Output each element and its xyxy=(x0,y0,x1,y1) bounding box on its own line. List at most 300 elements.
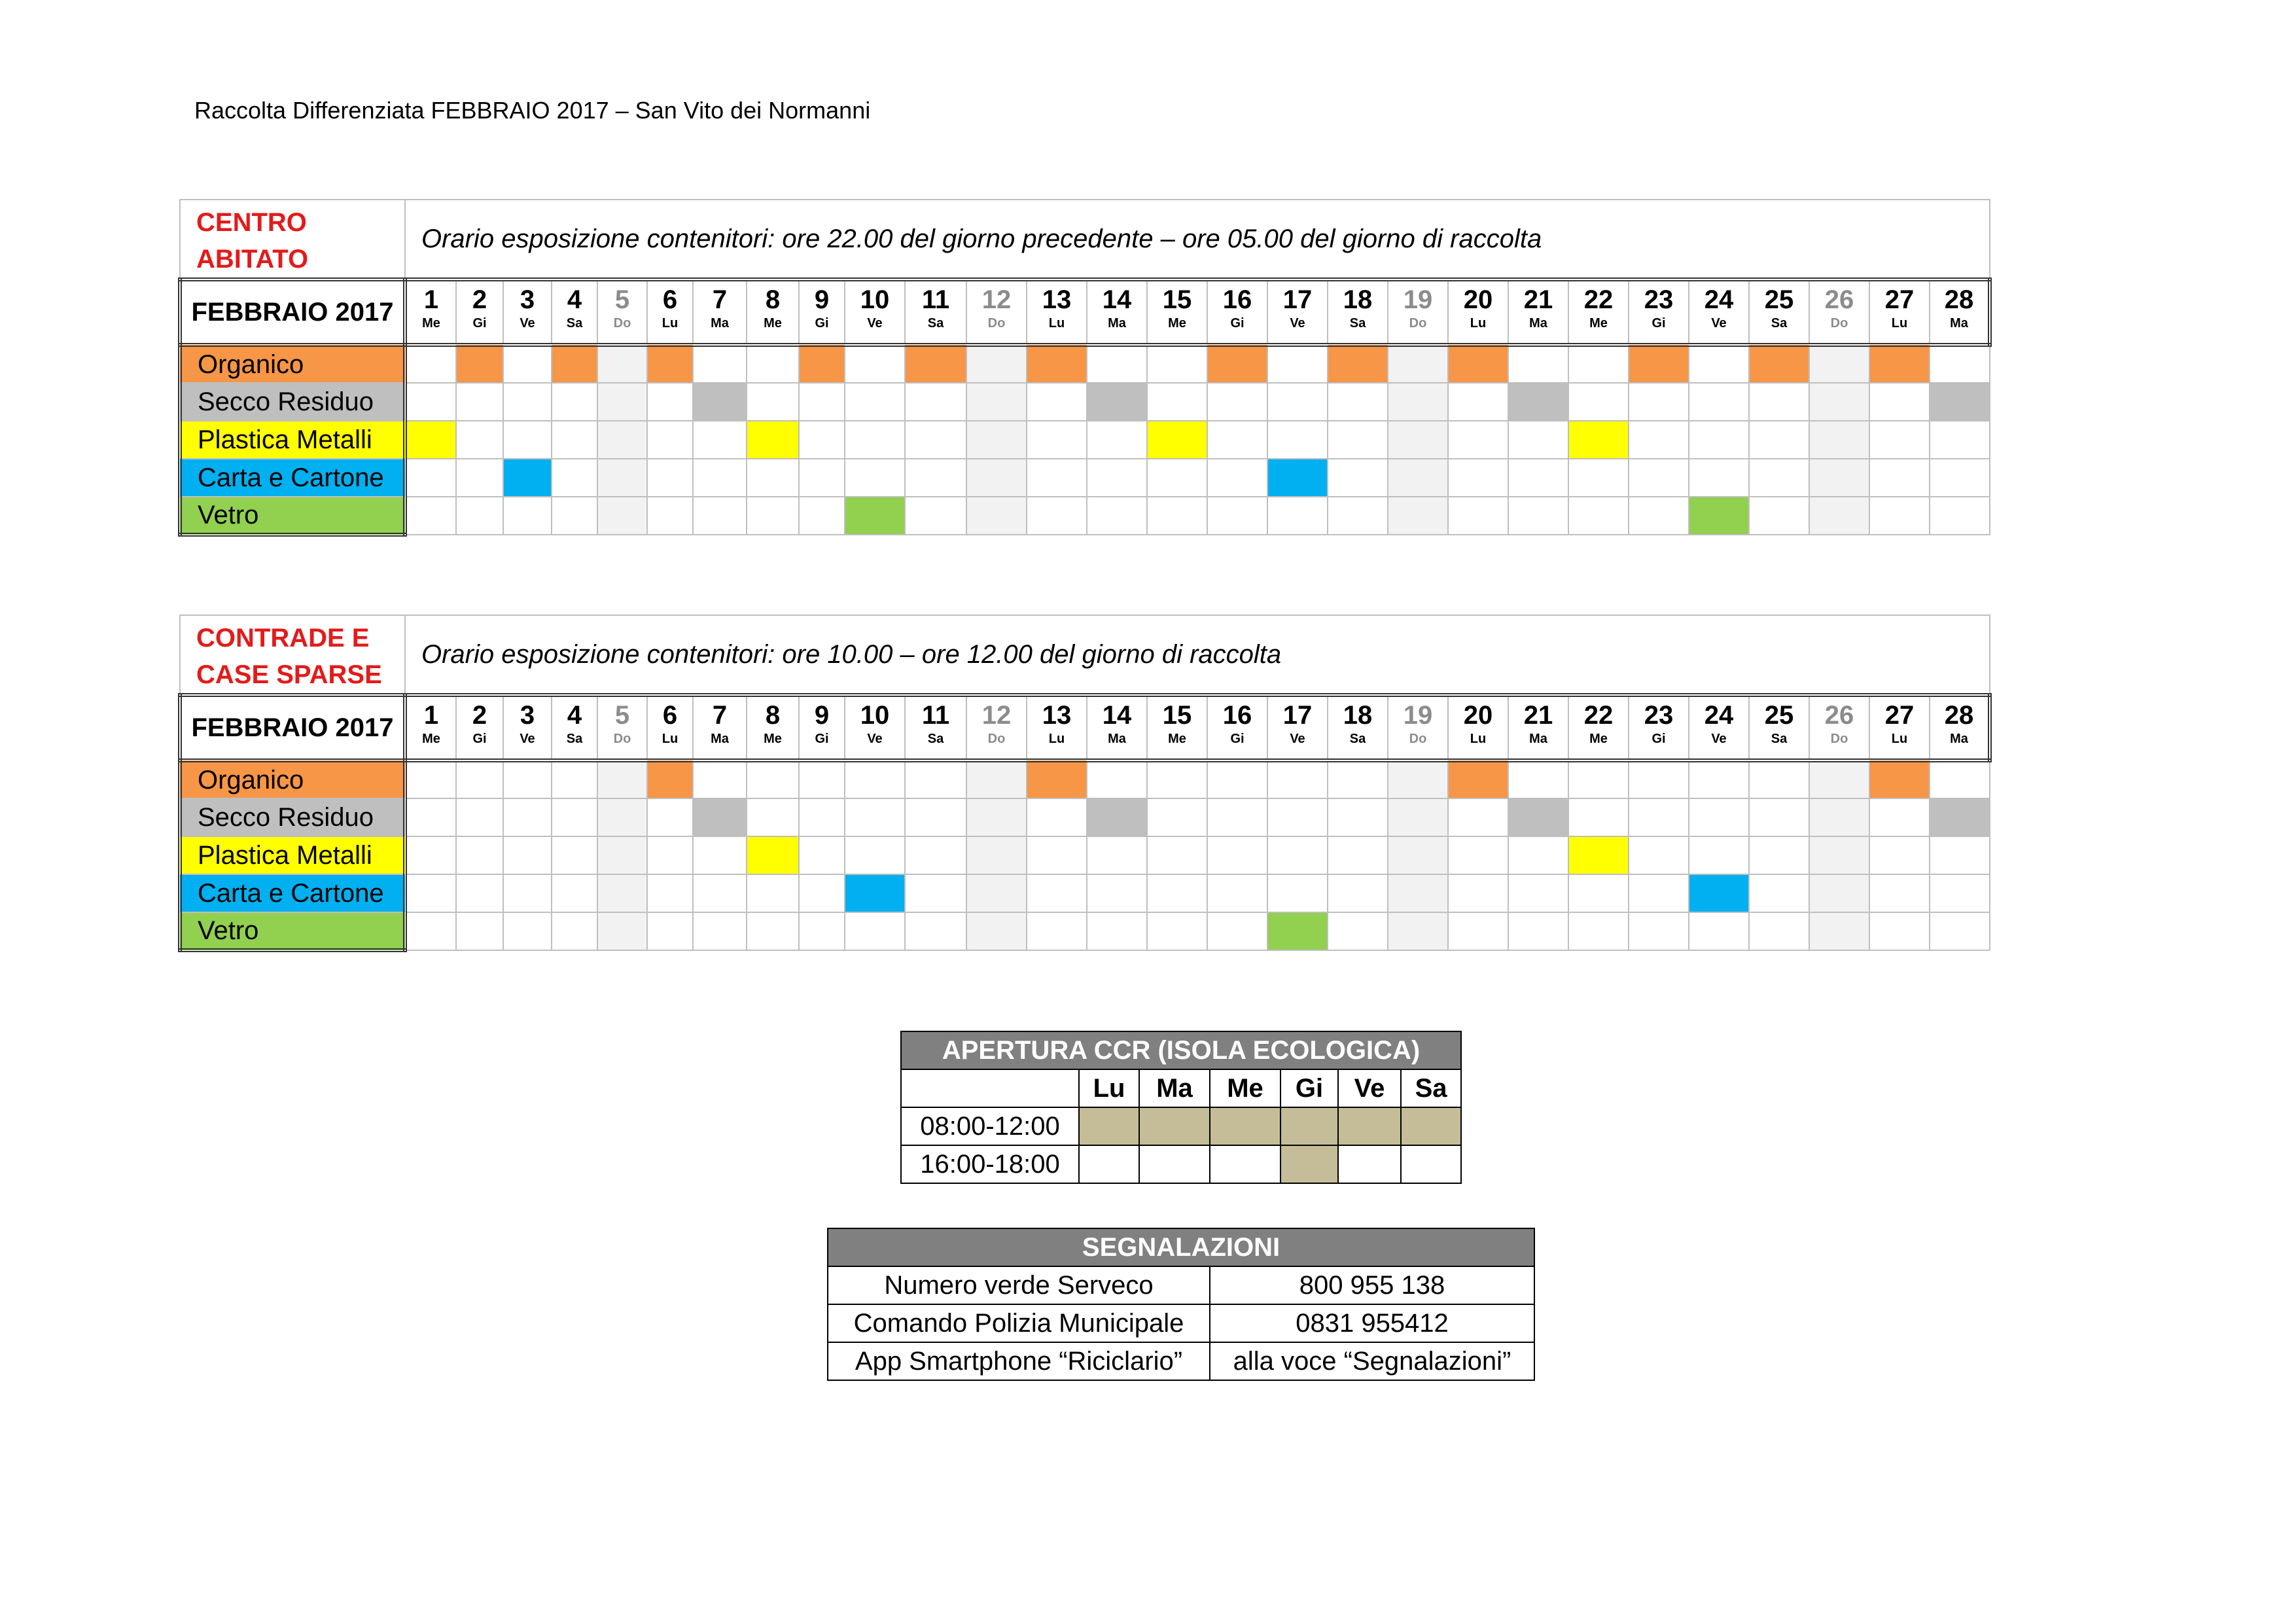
day-number: 25 xyxy=(1764,701,1794,730)
schedule-cell xyxy=(1809,421,1869,459)
schedule-cell xyxy=(1930,760,1990,798)
category-label: Secco Residuo xyxy=(180,383,405,421)
schedule-cell xyxy=(1508,760,1568,798)
weekday-label: Sa xyxy=(1771,732,1788,746)
schedule-cell xyxy=(1147,383,1207,421)
category-row-vetro xyxy=(180,912,1990,950)
schedule-cell xyxy=(597,459,647,497)
schedule-cell xyxy=(552,497,597,535)
collection-mark xyxy=(1930,798,1990,836)
schedule-cell xyxy=(1087,912,1147,950)
day-number: 2 xyxy=(472,285,487,314)
schedule-cell xyxy=(456,421,503,459)
day-number: 20 xyxy=(1463,285,1493,314)
schedule-cell xyxy=(597,760,647,798)
month-label: FEBBRAIO 2017 xyxy=(180,279,405,345)
day-number: 18 xyxy=(1343,701,1373,730)
ccr-opening-table xyxy=(900,1031,1462,1184)
schedule-cell xyxy=(1629,760,1689,798)
day-header xyxy=(1027,695,1087,760)
page-title: Raccolta Differenziata FEBBRAIO 2017 – San Vito dei Normanni xyxy=(194,97,871,124)
weekday-label: Ma xyxy=(1108,316,1126,330)
ccr-open-cell xyxy=(1280,1145,1338,1183)
schedule-cell xyxy=(1267,874,1328,912)
schedule-cell xyxy=(799,459,845,497)
collection-mark xyxy=(1027,345,1087,383)
schedule-cell xyxy=(905,798,966,836)
ccr-slot-cell xyxy=(1338,1145,1401,1183)
schedule-cell xyxy=(503,798,552,836)
schedule-cell xyxy=(1388,383,1448,421)
schedule-cell xyxy=(747,497,799,535)
schedule-cell xyxy=(1809,383,1869,421)
day-number: 1 xyxy=(423,701,439,730)
day-header xyxy=(1328,695,1388,760)
day-number: 11 xyxy=(921,285,950,314)
day-number: 27 xyxy=(1884,701,1915,730)
schedule-cell xyxy=(1869,383,1930,421)
schedule-cell xyxy=(1207,912,1267,950)
day-header xyxy=(1087,279,1147,345)
schedule-cell xyxy=(503,912,552,950)
collection-mark xyxy=(799,345,845,383)
schedule-cell xyxy=(1147,912,1207,950)
day-number: 14 xyxy=(1102,285,1132,314)
category-row-plastica xyxy=(180,836,1990,874)
schedule-cell xyxy=(552,383,597,421)
ccr-slot-cell xyxy=(1210,1145,1280,1183)
zone-title: CONTRADE E CASE SPARSE xyxy=(180,615,405,695)
day-header xyxy=(552,695,597,760)
schedule-cell xyxy=(597,874,647,912)
collection-mark xyxy=(1448,345,1508,383)
schedule-cell xyxy=(1448,836,1508,874)
schedule-cell xyxy=(799,836,845,874)
schedule-cell xyxy=(966,421,1027,459)
schedule-cell xyxy=(1689,912,1749,950)
schedule-cell xyxy=(1508,912,1568,950)
schedule-cell xyxy=(799,497,845,535)
segnalazioni-value: alla voce “Segnalazioni” xyxy=(1210,1342,1534,1380)
schedule-cell xyxy=(1267,421,1328,459)
schedule-cell xyxy=(1388,760,1448,798)
collection-mark xyxy=(1749,345,1809,383)
collection-mark xyxy=(552,345,597,383)
zone-title: CENTRO ABITATO xyxy=(180,200,405,279)
day-header xyxy=(966,279,1027,345)
day-number: 26 xyxy=(1824,285,1854,314)
category-row-organico xyxy=(180,760,1990,798)
segnalazioni-label: App Smartphone “Riciclario” xyxy=(828,1342,1210,1380)
ccr-open-cell xyxy=(1139,1107,1210,1145)
schedule-cell xyxy=(405,345,456,383)
schedule-cell xyxy=(966,497,1027,535)
ccr-slot-cell xyxy=(1139,1145,1210,1183)
schedule-cell xyxy=(1207,383,1267,421)
schedule-cell xyxy=(1328,760,1388,798)
schedule-cell xyxy=(1689,421,1749,459)
category-row-vetro xyxy=(180,497,1990,535)
segnalazioni-title: SEGNALAZIONI xyxy=(828,1228,1534,1266)
weekday-label: Ma xyxy=(711,732,729,746)
ccr-open-cell xyxy=(1280,1107,1338,1145)
weekday-label: Ma xyxy=(1529,732,1547,746)
schedule-cell xyxy=(597,345,647,383)
schedule-cell xyxy=(1930,345,1990,383)
schedule-cell xyxy=(1388,459,1448,497)
schedule-cell xyxy=(597,836,647,874)
schedule-cell xyxy=(799,760,845,798)
day-header xyxy=(693,695,747,760)
schedule-cell xyxy=(747,912,799,950)
day-number: 14 xyxy=(1102,701,1132,730)
day-number: 13 xyxy=(1042,701,1072,730)
schedule-cell xyxy=(1568,345,1629,383)
schedule-cell xyxy=(647,459,693,497)
schedule-cell xyxy=(456,383,503,421)
day-header xyxy=(647,279,693,345)
collection-mark xyxy=(1087,383,1147,421)
day-number: 5 xyxy=(614,285,630,314)
day-number: 10 xyxy=(860,701,890,730)
day-number: 19 xyxy=(1403,285,1433,314)
schedule-cell xyxy=(405,497,456,535)
schedule-cell xyxy=(693,421,747,459)
schedule-cell xyxy=(1207,836,1267,874)
schedule-cell xyxy=(597,497,647,535)
day-header xyxy=(799,695,845,760)
schedule-cell xyxy=(1749,836,1809,874)
collection-mark xyxy=(503,459,552,497)
collection-mark xyxy=(693,383,747,421)
day-number: 22 xyxy=(1583,701,1614,730)
weekday-label: Ve xyxy=(1711,316,1727,330)
schedule-cell xyxy=(1689,383,1749,421)
schedule-cell xyxy=(647,912,693,950)
day-number: 9 xyxy=(814,285,830,314)
schedule-cell xyxy=(693,874,747,912)
schedule-cell xyxy=(503,421,552,459)
collection-mark xyxy=(1689,497,1749,535)
schedule-cell xyxy=(799,912,845,950)
collection-mark xyxy=(1207,345,1267,383)
schedule-cell xyxy=(1930,421,1990,459)
weekday-label: Ma xyxy=(1108,732,1126,746)
category-label: Carta e Cartone xyxy=(180,874,405,912)
schedule-cell xyxy=(1629,421,1689,459)
schedule-cell xyxy=(1207,798,1267,836)
exposure-time-note: Orario esposizione contenitori: ore 22.00 del giorno precedente – ore 05.00 del giorno di raccolta xyxy=(405,200,1990,279)
schedule-cell xyxy=(1930,459,1990,497)
weekday-label: Me xyxy=(1589,316,1608,330)
day-header xyxy=(1207,279,1267,345)
schedule-cell xyxy=(845,459,905,497)
collection-mark xyxy=(456,345,503,383)
weekday-label: Lu xyxy=(1891,732,1908,746)
day-header xyxy=(845,695,905,760)
segnalazioni-row xyxy=(828,1342,1534,1380)
schedule-cell xyxy=(845,345,905,383)
schedule-cell xyxy=(1448,383,1508,421)
day-header xyxy=(1629,279,1689,345)
category-label: Carta e Cartone xyxy=(180,459,405,497)
category-row-carta xyxy=(180,459,1990,497)
day-number: 16 xyxy=(1222,285,1252,314)
day-header xyxy=(597,695,647,760)
schedule-cell xyxy=(1448,874,1508,912)
category-label: Vetro xyxy=(180,497,405,535)
schedule-cell xyxy=(1568,459,1629,497)
weekday-label: Lu xyxy=(1470,732,1487,746)
weekday-label: Me xyxy=(1168,732,1186,746)
schedule-cell xyxy=(1809,497,1869,535)
schedule-cell xyxy=(1328,459,1388,497)
day-header xyxy=(1930,279,1990,345)
day-number: 24 xyxy=(1704,285,1734,314)
day-number: 21 xyxy=(1523,701,1553,730)
schedule-cell xyxy=(597,421,647,459)
day-number: 4 xyxy=(567,701,582,730)
segnalazioni-table xyxy=(827,1228,1535,1381)
schedule-cell xyxy=(905,874,966,912)
category-label: Plastica Metalli xyxy=(180,421,405,459)
day-number: 11 xyxy=(921,701,950,730)
weekday-label: Ve xyxy=(1290,732,1305,746)
day-header xyxy=(405,695,456,760)
schedule-cell xyxy=(1749,798,1809,836)
schedule-cell xyxy=(1027,383,1087,421)
day-header xyxy=(966,695,1027,760)
day-header xyxy=(1749,695,1809,760)
schedule-cell xyxy=(747,760,799,798)
schedule-cell xyxy=(1207,874,1267,912)
day-header xyxy=(1869,279,1930,345)
day-number: 21 xyxy=(1523,285,1553,314)
weekday-label: Ve xyxy=(1711,732,1727,746)
schedule-cell xyxy=(1749,421,1809,459)
schedule-cell xyxy=(966,760,1027,798)
day-header xyxy=(1087,695,1147,760)
day-header xyxy=(1328,279,1388,345)
category-label: Organico xyxy=(180,760,405,798)
collection-mark xyxy=(405,421,456,459)
schedule-cell xyxy=(1508,497,1568,535)
ccr-day-header: Ve xyxy=(1338,1069,1401,1107)
weekday-label: Do xyxy=(613,732,631,746)
schedule-cell xyxy=(1027,798,1087,836)
category-label: Vetro xyxy=(180,912,405,950)
day-header xyxy=(405,279,456,345)
schedule-cell xyxy=(905,497,966,535)
schedule-cell xyxy=(693,497,747,535)
ccr-slot-time: 08:00-12:00 xyxy=(901,1107,1079,1145)
schedule-cell xyxy=(693,912,747,950)
day-number: 1 xyxy=(423,285,439,314)
schedule-cell xyxy=(1568,760,1629,798)
schedule-cell xyxy=(1027,421,1087,459)
schedule-cell xyxy=(1448,912,1508,950)
weekday-label: Ve xyxy=(520,316,535,330)
schedule-cell xyxy=(552,912,597,950)
schedule-cell xyxy=(1568,497,1629,535)
collection-mark xyxy=(1689,874,1749,912)
schedule-cell xyxy=(1869,874,1930,912)
schedule-cell xyxy=(1267,345,1328,383)
ccr-title: APERTURA CCR (ISOLA ECOLOGICA) xyxy=(901,1031,1461,1069)
day-number: 18 xyxy=(1343,285,1373,314)
weekday-label: Do xyxy=(1830,316,1848,330)
schedule-cell xyxy=(1147,798,1207,836)
day-number: 5 xyxy=(614,701,630,730)
schedule-cell xyxy=(1448,497,1508,535)
day-number: 4 xyxy=(567,285,582,314)
category-row-plastica xyxy=(180,421,1990,459)
collection-mark xyxy=(1568,836,1629,874)
collection-mark xyxy=(1629,345,1689,383)
schedule-cell xyxy=(1147,345,1207,383)
schedule-cell xyxy=(799,383,845,421)
collection-mark xyxy=(1930,383,1990,421)
day-number: 3 xyxy=(520,701,535,730)
schedule-cell xyxy=(405,798,456,836)
day-header xyxy=(1267,279,1328,345)
schedule-cell xyxy=(1388,836,1448,874)
schedule-cell xyxy=(1508,421,1568,459)
schedule-cell xyxy=(1207,497,1267,535)
schedule-cell xyxy=(1207,421,1267,459)
schedule-cell xyxy=(1328,874,1388,912)
collection-mark xyxy=(1147,421,1207,459)
schedule-cell xyxy=(747,345,799,383)
segnalazioni-value: 800 955 138 xyxy=(1210,1266,1534,1304)
weekday-label: Sa xyxy=(927,316,944,330)
weekday-label: Lu xyxy=(1470,316,1487,330)
day-number: 7 xyxy=(712,285,728,314)
schedule-cell xyxy=(1328,421,1388,459)
day-header xyxy=(1809,279,1869,345)
schedule-cell xyxy=(845,760,905,798)
collection-mark xyxy=(693,798,747,836)
schedule-cell xyxy=(1388,497,1448,535)
day-header xyxy=(1568,695,1629,760)
day-number: 24 xyxy=(1704,701,1734,730)
schedule-cell xyxy=(1328,497,1388,535)
schedule-cell xyxy=(1629,912,1689,950)
schedule-cell xyxy=(1749,497,1809,535)
schedule-cell xyxy=(456,912,503,950)
schedule-cell xyxy=(1267,798,1328,836)
day-header xyxy=(1448,695,1508,760)
schedule-cell xyxy=(647,798,693,836)
day-header xyxy=(1147,695,1207,760)
ccr-day-header: Me xyxy=(1210,1069,1280,1107)
schedule-cell xyxy=(1147,459,1207,497)
weekday-label: Gi xyxy=(815,316,829,330)
day-number: 23 xyxy=(1644,285,1674,314)
schedule-cell xyxy=(1267,836,1328,874)
schedule-cell xyxy=(503,383,552,421)
schedule-cell xyxy=(845,798,905,836)
schedule-cell xyxy=(1689,459,1749,497)
schedule-cell xyxy=(552,760,597,798)
category-row-organico xyxy=(180,345,1990,383)
day-header xyxy=(503,695,552,760)
day-number: 28 xyxy=(1944,285,1974,314)
schedule-contrade-case-sparse xyxy=(178,615,1992,952)
weekday-label: Gi xyxy=(1230,732,1245,746)
schedule-cell xyxy=(1689,345,1749,383)
day-number: 15 xyxy=(1162,701,1192,730)
schedule-cell xyxy=(693,836,747,874)
schedule-cell xyxy=(747,798,799,836)
schedule-cell xyxy=(1388,421,1448,459)
day-header xyxy=(1629,695,1689,760)
collection-mark xyxy=(905,345,966,383)
schedule-cell xyxy=(405,912,456,950)
day-header xyxy=(1147,279,1207,345)
schedule-cell xyxy=(1087,760,1147,798)
schedule-cell xyxy=(1027,912,1087,950)
schedule-cell xyxy=(966,912,1027,950)
day-header xyxy=(1508,695,1568,760)
schedule-cell xyxy=(1869,912,1930,950)
ccr-open-cell xyxy=(1210,1107,1280,1145)
schedule-cell xyxy=(1568,912,1629,950)
day-header xyxy=(1448,279,1508,345)
collection-mark xyxy=(1027,760,1087,798)
day-header xyxy=(647,695,693,760)
schedule-cell xyxy=(456,497,503,535)
schedule-cell xyxy=(456,459,503,497)
schedule-cell xyxy=(1267,383,1328,421)
schedule-cell xyxy=(1930,836,1990,874)
weekday-label: Do xyxy=(1830,732,1848,746)
weekday-label: Gi xyxy=(1651,732,1666,746)
weekday-label: Do xyxy=(613,316,631,330)
schedule-cell xyxy=(799,798,845,836)
exposure-time-note: Orario esposizione contenitori: ore 10.00 – ore 12.00 del giorno di raccolta xyxy=(405,615,1990,695)
segnalazioni-label: Comando Polizia Municipale xyxy=(828,1304,1210,1342)
schedule-cell xyxy=(1508,836,1568,874)
day-number: 3 xyxy=(520,285,535,314)
month-label: FEBBRAIO 2017 xyxy=(180,695,405,760)
day-number: 13 xyxy=(1042,285,1072,314)
weekday-label: Lu xyxy=(662,732,679,746)
weekday-label: Gi xyxy=(1230,316,1245,330)
schedule-cell xyxy=(1027,497,1087,535)
schedule-cell xyxy=(1328,836,1388,874)
schedule-cell xyxy=(905,912,966,950)
day-header xyxy=(1207,695,1267,760)
schedule-cell xyxy=(1388,874,1448,912)
day-header xyxy=(1267,695,1328,760)
category-row-secco xyxy=(180,383,1990,421)
collection-mark xyxy=(845,874,905,912)
collection-mark xyxy=(1568,421,1629,459)
day-header xyxy=(845,279,905,345)
weekday-label: Do xyxy=(1409,316,1427,330)
schedule-cell xyxy=(1027,836,1087,874)
collection-mark xyxy=(1869,345,1930,383)
weekday-label: Sa xyxy=(1771,316,1788,330)
collection-mark xyxy=(1869,760,1930,798)
schedule-cell xyxy=(405,836,456,874)
weekday-label: Ve xyxy=(867,316,883,330)
schedule-cell xyxy=(1087,874,1147,912)
ccr-day-header: Gi xyxy=(1280,1069,1338,1107)
day-number: 12 xyxy=(981,701,1012,730)
schedule-cell xyxy=(597,912,647,950)
